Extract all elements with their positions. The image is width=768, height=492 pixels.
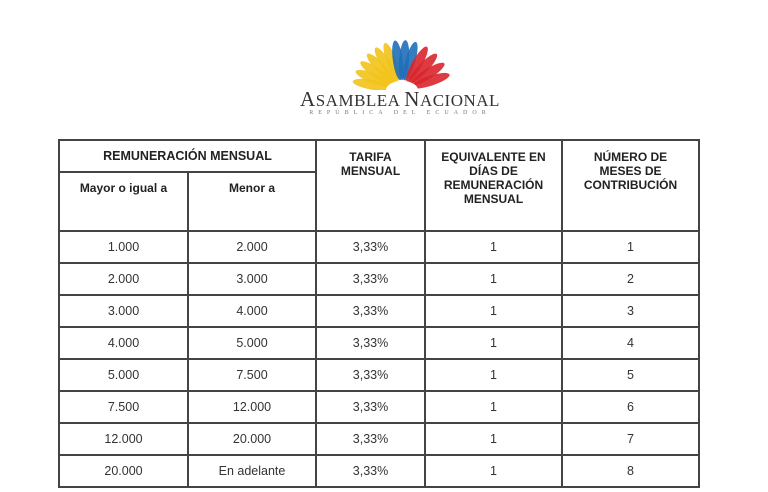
header-mayor-o-igual: Mayor o igual a: [59, 172, 188, 231]
cell-menor: 4.000: [188, 295, 316, 327]
cell-mayor: 7.500: [59, 391, 188, 423]
header-tarifa-text: TARIFA MENSUAL: [340, 150, 401, 178]
logo-subtitle: REPÚBLICA DEL ECUADOR: [309, 110, 491, 116]
cell-meses: 1: [562, 231, 699, 263]
header-equivalente-text: EQUIVALENTE EN DÍAS DE REMUNERACIÓN MENSUAL: [441, 150, 546, 206]
cell-menor: 20.000: [188, 423, 316, 455]
logo-title: [0, 87, 768, 112]
cell-menor: 3.000: [188, 263, 316, 295]
table-row: [59, 359, 699, 391]
cell-dias: 1: [425, 423, 562, 455]
feather-fan-icon: [344, 34, 464, 90]
cell-mayor: 4.000: [59, 327, 188, 359]
table-row: [59, 263, 699, 295]
cell-meses: 2: [562, 263, 699, 295]
logo-title-rest-a: SAMBLEA: [315, 91, 405, 110]
cell-dias: 1: [425, 391, 562, 423]
table-body: [59, 231, 699, 487]
cell-dias: 1: [425, 263, 562, 295]
cell-mayor: 5.000: [59, 359, 188, 391]
cell-tarifa: 3,33%: [316, 295, 425, 327]
table-row: [59, 455, 699, 487]
cell-mayor: 1.000: [59, 231, 188, 263]
cell-menor: En adelante: [188, 455, 316, 487]
table-row: [59, 423, 699, 455]
logo-title-initial-a: A: [300, 87, 316, 111]
contribution-table: [58, 139, 700, 488]
cell-dias: 1: [425, 359, 562, 391]
cell-menor: 7.500: [188, 359, 316, 391]
cell-mayor: 2.000: [59, 263, 188, 295]
cell-meses: 8: [562, 455, 699, 487]
cell-menor: 2.000: [188, 231, 316, 263]
cell-tarifa: 3,33%: [316, 423, 425, 455]
cell-tarifa: 3,33%: [316, 263, 425, 295]
cell-meses: 6: [562, 391, 699, 423]
cell-dias: 1: [425, 231, 562, 263]
table-row: [59, 391, 699, 423]
cell-tarifa: 3,33%: [316, 359, 425, 391]
cell-menor: 5.000: [188, 327, 316, 359]
cell-mayor: 20.000: [59, 455, 188, 487]
cell-tarifa: 3,33%: [316, 391, 425, 423]
asamblea-nacional-logo: [0, 0, 768, 125]
cell-dias: 1: [425, 327, 562, 359]
header-tarifa-mensual: [316, 140, 425, 231]
cell-tarifa: 3,33%: [316, 231, 425, 263]
logo-title-initial-n: N: [404, 87, 420, 111]
header-menor-a: Menor a: [188, 172, 316, 231]
cell-menor: 12.000: [188, 391, 316, 423]
header-numero-meses: [562, 140, 699, 231]
logo-title-rest-n: ACIONAL: [419, 91, 500, 110]
cell-meses: 7: [562, 423, 699, 455]
header-meses-text: NÚMERO DE MESES DE CONTRIBUCIÓN: [583, 150, 678, 192]
cell-tarifa: 3,33%: [316, 455, 425, 487]
cell-meses: 4: [562, 327, 699, 359]
header-equivalente-dias: [425, 140, 562, 231]
header-remuneracion-mensual: REMUNERACIÓN MENSUAL: [59, 140, 316, 172]
cell-mayor: 12.000: [59, 423, 188, 455]
table-row: [59, 231, 699, 263]
table-row: [59, 295, 699, 327]
table-row: [59, 327, 699, 359]
cell-meses: 5: [562, 359, 699, 391]
cell-dias: 1: [425, 295, 562, 327]
cell-dias: 1: [425, 455, 562, 487]
cell-tarifa: 3,33%: [316, 327, 425, 359]
cell-mayor: 3.000: [59, 295, 188, 327]
cell-meses: 3: [562, 295, 699, 327]
